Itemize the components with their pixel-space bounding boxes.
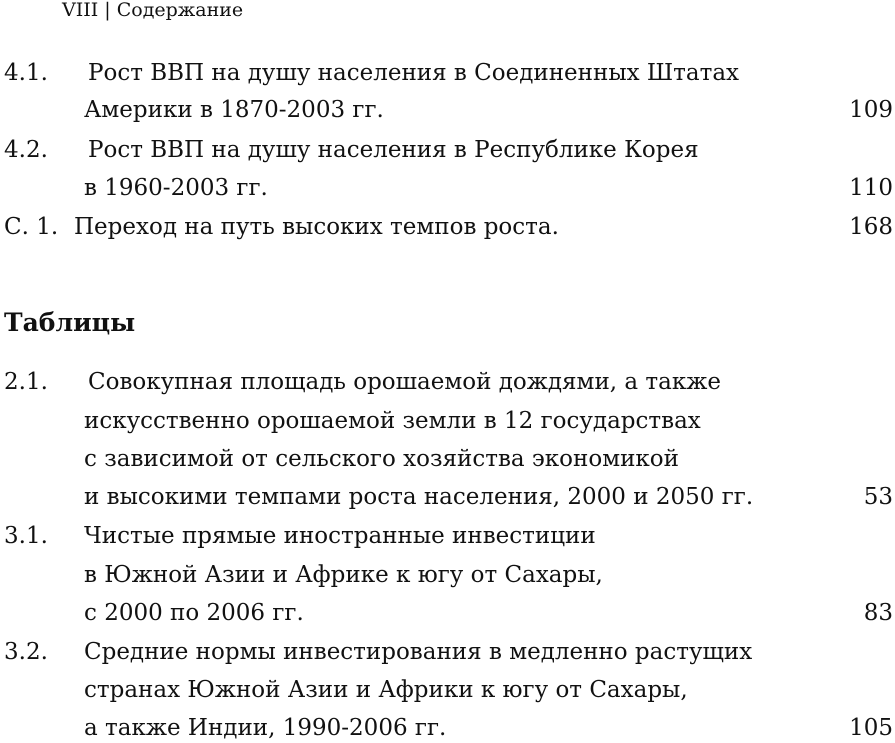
entry-page-number: 168 (849, 214, 893, 240)
section-heading-tables: Таблицы (4, 308, 136, 337)
entry-number: 2.1. (4, 369, 48, 395)
entry-title-line: искусственно орошаемой земли в 12 государствах (84, 408, 701, 434)
entry-title-line: с 2000 по 2006 гг. (84, 600, 304, 626)
entry-page-number: 53 (863, 484, 893, 510)
entry-page-number: 105 (849, 715, 893, 741)
entry-page-number: 83 (863, 600, 893, 626)
entry-number: 3.2. (4, 639, 48, 665)
entry-title-line: Совокупная площадь орошаемой дождями, а также (88, 369, 722, 395)
entry-title-line: Рост ВВП на душу населения в Соединенных Штатах (88, 60, 740, 86)
entry-title-line: странах Южной Азии и Африки к югу от Сахары, (84, 677, 688, 703)
entry-title-line: Америки в 1870-2003 гг. (84, 97, 384, 123)
entry-title-line: и высокими темпами роста населения, 2000 и 2050 гг. (84, 484, 754, 510)
entry-title-line: в Южной Азии и Африке к югу от Сахары, (84, 562, 603, 588)
running-head: VIII | Содержание (62, 0, 244, 21)
entry-title-line: Переход на путь высоких темпов роста. (74, 214, 559, 240)
entry-number: 3.1. (4, 523, 48, 549)
entry-title-line: в 1960-2003 гг. (84, 175, 268, 201)
entry-title-line: с зависимой от сельского хозяйства экономикой (84, 446, 679, 472)
entry-page-number: 110 (849, 175, 893, 201)
entry-number: С. 1. (4, 214, 59, 240)
entry-number: 4.2. (4, 137, 48, 163)
entry-title-line: Рост ВВП на душу населения в Республике Корея (88, 137, 699, 163)
entry-title-line: а также Индии, 1990-2006 гг. (84, 715, 447, 741)
entry-page-number: 109 (849, 97, 893, 123)
entry-title-line: Средние нормы инвестирования в медленно растущих (84, 639, 753, 665)
entry-number: 4.1. (4, 60, 48, 86)
entry-title-line: Чистые прямые иностранные инвестиции (84, 523, 596, 549)
